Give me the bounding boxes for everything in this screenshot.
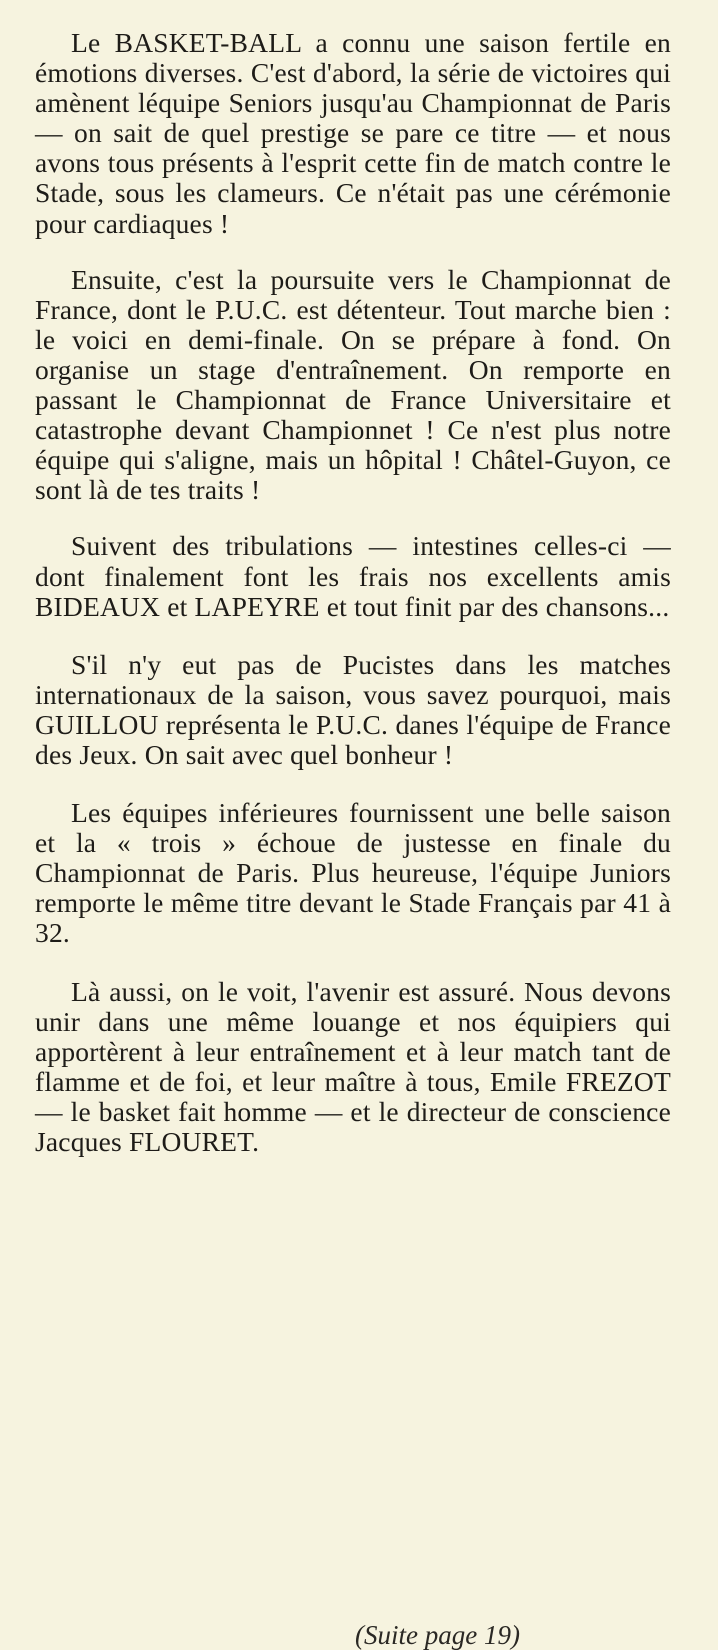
continuation-note: (Suite page 19) xyxy=(355,1620,520,1650)
article-column xyxy=(35,28,671,1157)
paragraph-avenir-assure: Là aussi, on le voit, l'avenir est assuré. Nous devons unir dans une même louange et nos équipiers qui apportèrent à leur entraînement et à leur match tant de flamme et de foi, et leur maître à tous, Emile FREZOT — le basket fait homme — et le directeur de conscience Jacques FLOURET. xyxy=(35,975,671,1157)
paragraph-championnat-de-france: Ensuite, c'est la poursuite vers le Championnat de France, dont le P.U.C. est détenteur. Tout marche bien : le voici en demi-finale. On se prépare à fond. On organise un stage d'entraînement. On remporte en passant le Championnat de France Universitaire et catastrophe devant Championnet ! Ce n'est plus notre équipe qui s'aligne, mais un hôpital ! Châtel-Guyon, ce sont là de tes traits ! xyxy=(35,263,671,506)
paragraph-basketball-season: Le BASKET-BALL a connu une saison fertile en émotions diverses. C'est d'abord, la série de victoires qui amènent léquipe Seniors jusqu'au Championnat de Paris — on sait de quel prestige se pare ce titre — et nous avons tous présents à l'esprit cette fin de match contre le Stade, sous les clameurs. Ce n'était pas une cérémonie pour cardiaques ! xyxy=(35,27,671,239)
paragraph-tribulations: Suivent des tribulations — intestines celles-ci — dont finalement font les frais nos excellents amis BIDEAUX et LAPEYRE et tout finit par des chansons... xyxy=(35,530,671,622)
paragraph-equipes-inferieures: Les équipes inférieures fournissent une belle saison et la « trois » échoue de justesse en finale du Championnat de Paris. Plus heureuse, l'équipe Juniors remporte le même titre devant le Stade Français par 41 à 32. xyxy=(35,797,671,949)
paragraph-pucistes-internationaux: S'il n'y eut pas de Pucistes dans les matches internationaux de la saison, vous savez pourquoi, mais GUILLOU représenta le P.U.C. danes l'équipe de France des Jeux. On sait avec quel bonheur ! xyxy=(35,648,671,770)
